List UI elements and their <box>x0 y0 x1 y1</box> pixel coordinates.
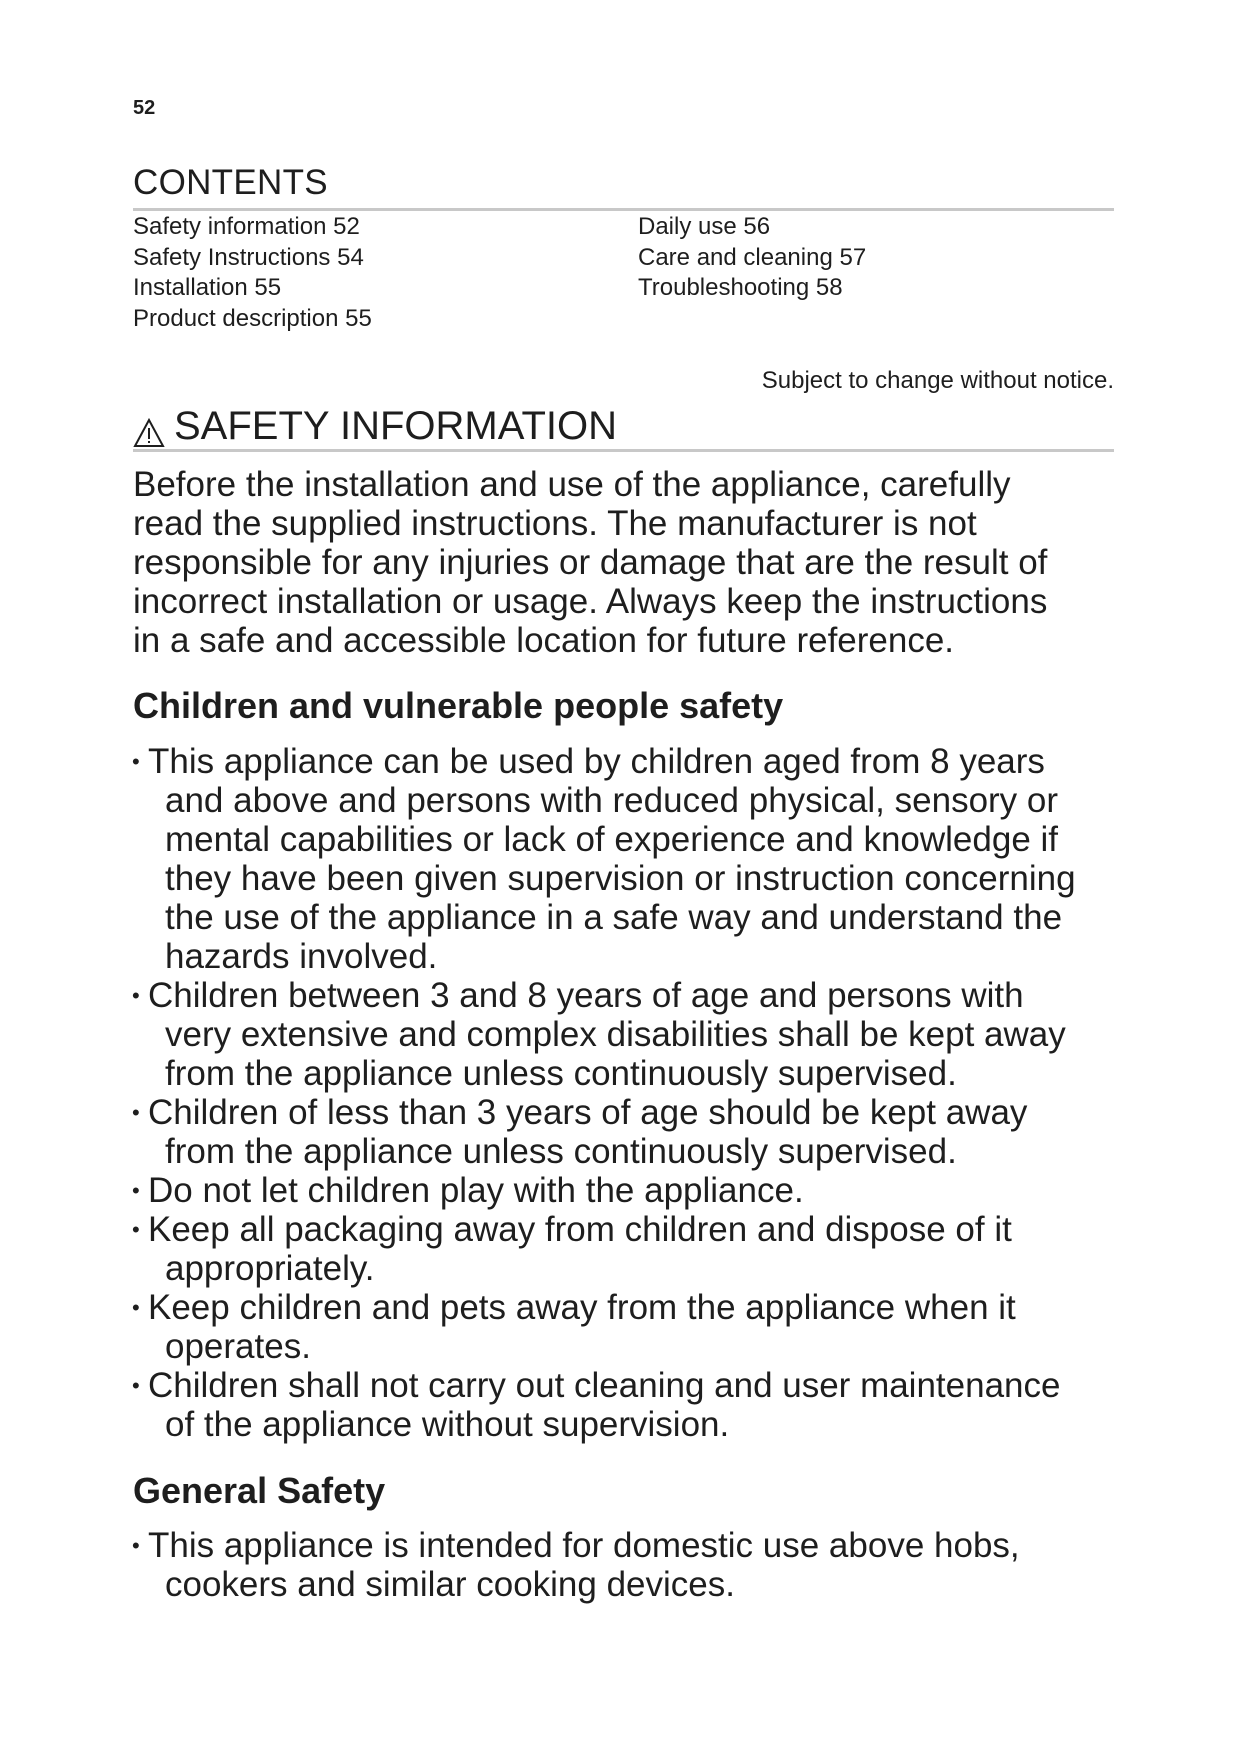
toc-left-column <box>133 212 372 335</box>
list-item <box>128 1366 1128 1444</box>
bullet-dot: • <box>132 1533 140 1558</box>
warning-triangle-icon <box>133 411 165 441</box>
general-safety-list <box>128 1526 1128 1604</box>
bullet-dot: • <box>132 983 140 1008</box>
bullet-line: appropriately. <box>165 1249 375 1288</box>
bullet-line: This appliance can be used by children aged from 8 years <box>148 742 1045 781</box>
general-safety-heading: General Safety <box>133 1470 386 1511</box>
list-item <box>128 742 1128 976</box>
list-item <box>128 1093 1128 1171</box>
safety-information-heading <box>133 402 617 450</box>
bullet-line: hazards involved. <box>165 937 438 976</box>
toc-entry[interactable]: Care and cleaning 57 <box>638 243 867 271</box>
bullet-line: cookers and similar cooking devices. <box>165 1565 735 1604</box>
bullet-dot: • <box>132 1178 140 1203</box>
contents-title: CONTENTS <box>133 163 328 202</box>
children-safety-heading: Children and vulnerable people safety <box>133 685 784 726</box>
children-safety-list <box>128 742 1128 1444</box>
list-item <box>128 1210 1128 1288</box>
bullet-line: from the appliance unless continuously supervised. <box>165 1054 957 1093</box>
bullet-line: Children of less than 3 years of age should be kept away <box>148 1093 1028 1132</box>
bullet-line: Do not let children play with the appliance. <box>148 1171 804 1210</box>
bullet-dot: • <box>132 1295 140 1320</box>
bullet-line: Keep children and pets away from the appliance when it <box>148 1288 1016 1327</box>
bullet-line: This appliance is intended for domestic use above hobs, <box>148 1526 1020 1565</box>
list-item <box>128 1526 1128 1604</box>
bullet-line: operates. <box>165 1327 311 1366</box>
toc-entry[interactable]: Safety Instructions 54 <box>133 243 364 271</box>
bullet-line: Keep all packaging away from children and dispose of it <box>148 1210 1012 1249</box>
intro-line: in a safe and accessible location for future reference. <box>133 621 955 660</box>
intro-line: read the supplied instructions. The manufacturer is not <box>133 504 977 543</box>
bullet-line: of the appliance without supervision. <box>165 1405 730 1444</box>
bullet-line: from the appliance unless continuously supervised. <box>165 1132 957 1171</box>
list-item <box>128 1288 1128 1366</box>
bullet-dot: • <box>132 1373 140 1398</box>
intro-line: incorrect installation or usage. Always keep the instructions <box>133 582 1048 621</box>
bullet-line: Children between 3 and 8 years of age and persons with <box>148 976 1024 1015</box>
contents-divider <box>133 208 1114 211</box>
toc-entry[interactable]: Safety information 52 <box>133 213 360 240</box>
bullet-line: mental capabilities or lack of experience and knowledge if <box>165 820 1059 859</box>
bullet-line: they have been given supervision or instruction concerning <box>165 859 1076 898</box>
change-notice: Subject to change without notice. <box>761 367 1114 394</box>
intro-line: Before the installation and use of the appliance, carefully <box>133 465 1011 504</box>
toc-entry[interactable]: Daily use 56 <box>638 213 771 240</box>
bullet-line: very extensive and complex disabilities shall be kept away <box>165 1015 1066 1054</box>
safety-divider <box>133 449 1114 452</box>
toc-entry[interactable]: Troubleshooting 58 <box>638 274 843 302</box>
bullet-dot: • <box>132 1100 140 1125</box>
bullet-dot: • <box>132 1217 140 1242</box>
bullet-line: the use of the appliance in a safe way and understand the <box>165 898 1063 937</box>
toc-right-column <box>638 212 866 304</box>
bullet-line: Children shall not carry out cleaning and user maintenance <box>148 1366 1061 1405</box>
safety-information-title: SAFETY INFORMATION <box>174 404 617 448</box>
page-number: 52 <box>133 97 156 119</box>
bullet-dot: • <box>132 749 140 774</box>
list-item <box>128 1171 1128 1210</box>
intro-line: responsible for any injuries or damage that are the result of <box>133 543 1048 582</box>
list-item <box>128 976 1128 1093</box>
toc-entry[interactable]: Installation 55 <box>133 274 282 302</box>
safety-intro-paragraph <box>133 465 1123 660</box>
bullet-line: and above and persons with reduced physical, sensory or <box>165 781 1059 820</box>
toc-entry[interactable]: Product description 55 <box>133 305 372 333</box>
